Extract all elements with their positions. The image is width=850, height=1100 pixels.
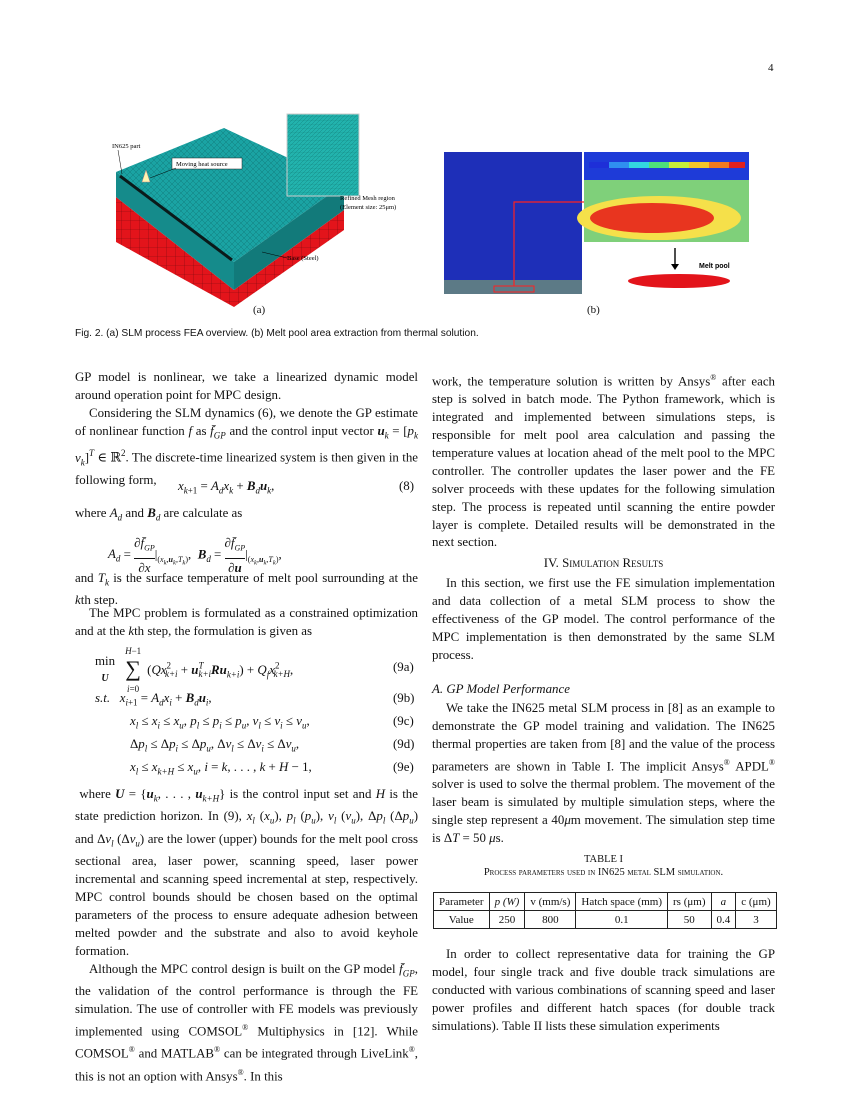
section-heading: IV. Simulation Results <box>543 556 664 570</box>
melt-pool-shape <box>628 274 730 288</box>
table-cell: Value <box>434 911 490 929</box>
table-cell: v (mm/s) <box>525 893 576 911</box>
paragraph: Considering the SLM dynamics (6), we denote the GP estimate of nonlinear function f as $f̄_{GP}$ and the control input vector $u_k = [p_k$ $v_k]^T$ ∈ ℝ$^2$. The discrete-time linearized system is then given in the following form, <box>75 405 418 487</box>
paragraph: We take the IN625 metal SLM process in [8] as an example to demonstrate the GP model training and validation. The IN625 thermal properties are taken from [8] and the value of the process parameters are shown in Table I. The implicit Ansys® APDL® solver is used to solve the thermal problem. The movement of the laser beam is simulated by multiple simulation steps, where the single step represent a 40μm movement. The simulation step time is ΔT = 50 μs. <box>432 701 775 845</box>
paragraph: and $T_k$ is the surface temperature of melt pool surrounding at the kth step. <box>75 571 418 608</box>
table-cell: Hatch space (mm) <box>576 893 668 911</box>
refined-mesh-inset <box>287 114 359 196</box>
paragraph: where $A_d$ and $B_d$ are calculate as <box>75 506 243 523</box>
equation-9e: $x_l \le x_{k+H} \le x_u$, i = k, . . . , k + H − 1, <box>130 760 312 777</box>
table-cell: 0.4 <box>711 911 736 929</box>
equation-number: (9a) <box>393 660 414 674</box>
subfigure-a-label: (a) <box>253 304 266 316</box>
page-number: 4 <box>768 62 774 74</box>
equation-8: $x_{k+1} = A_dx_k + B_du_k$, <box>178 479 275 496</box>
fea-overview-figure <box>112 112 412 307</box>
table-cell: rs (μm) <box>668 893 711 911</box>
label-refined-mesh-2: (Element size: 25μm) <box>340 204 397 211</box>
label-base-steel: Base (Steel) <box>287 255 319 262</box>
melt-pool-figure <box>444 152 754 294</box>
equation-9a: min UH−1 ∑ $i=0(Qx^2_{k+i} + u^T_{k+i}Ru_{k+i}) + Q_fx^2_{k+H}$, <box>95 646 294 694</box>
table-cell: 250 <box>489 911 525 929</box>
equation-number: (9e) <box>393 760 414 774</box>
equation-9d: $\Delta p_l \le \Delta p_i \le \Delta p_u$, $\Delta v_l \le \Delta v_i \le \Delta v_u$, <box>130 737 300 754</box>
equation-9c: $x_l \le x_i \le x_u$, $p_l \le p_i \le p_u$, $v_l \le v_i \le v_u$, <box>130 714 310 731</box>
figure-caption: Fig. 2. (a) SLM process FEA overview. (b) Melt pool area extraction from thermal solution. <box>75 328 479 339</box>
equation-9b: s.t. $x_{i+1} = A_dx_i + B_du_i$, <box>95 691 212 708</box>
table-cell: 0.1 <box>576 911 668 929</box>
params-table <box>433 892 777 929</box>
table-cell: 3 <box>736 911 776 929</box>
label-refined-mesh-1: Refined Mesh region <box>340 195 395 202</box>
paragraph: In this section, we first use the FE simulation implementation and data collection of a metal SLM process to show the effectiveness of the GP model. The control performance of the MPC implementation is then demonstrated by the same SLM process. <box>432 576 775 662</box>
subsection-heading: A. GP Model Performance <box>432 682 570 696</box>
thermal-field-blue <box>444 152 582 294</box>
label-melt-pool: Melt pool <box>699 263 730 270</box>
paragraph: where $U = \{u_k$, . . . , $u_{k+H}$} is the control input set and H is the state prediction horizon. In (9), $x_l$ $(x_u)$, $p_l$ $(p_u)$, $v_l$ $(v_u)$, $\Delta p_l$ $(\Delta p_u)$ and $\Delta v_l$ $(\Delta v_u)$ are the lower (upper) bounds for the melt pool cross sectional area, laser power, scanning speed, laser power incremental and scanning speed incremental at step, respectively. MPC control bounds should be chosen based on the optimal parameters of the process to ensure adequate adhesion between melted powder and the substrate and also to avoid keyhole formation. Although the MPC control design is built on the GP model $f̄_{GP}$, the validation of the control performance is through the FE simulation. The use of controller with FE models was previously implemented using COMSOL® Multiphysics in [12]. While COMSOL® and MATLAB® can be integrated through LiveLink®, this is not an option with Ansys®. In this <box>75 787 419 1083</box>
equation-number: (9d) <box>393 737 415 751</box>
table-cell: c (μm) <box>736 893 776 911</box>
paragraph: GP model is nonlinear, we take a linearized dynamic model around operation point for MPC design. <box>75 370 418 402</box>
subfigure-b-label: (b) <box>587 304 600 316</box>
table-cell: a <box>711 893 736 911</box>
paragraph: The MPC problem is formulated as a constrained optimization and at the kth step, the formulation is given as <box>75 606 418 638</box>
table-header-row <box>434 893 777 911</box>
right-column-top <box>432 369 775 552</box>
equation-number: (9c) <box>393 714 414 728</box>
colorbar <box>589 162 745 168</box>
equation-number: (9b) <box>393 691 415 705</box>
table-cell: 50 <box>668 911 711 929</box>
paragraph: In order to collect representative data for training the GP model, four single track and five double track simulations are conducted with various combinations of scanning speed and laser power profiles and different hatch spaces (for double track simulations). Table II lists these simulation experiments <box>432 947 775 1033</box>
paragraph: work, the temperature solution is written by Ansys® after each step is solved in batch mode. The Python framework, which is integrated and implemented between simulations steps, is responsible for melt pool area calculation and passing the temperature values at location ahead of the melt pool to the MPC controller. The controller updates the laser power and the FE solver proceeds with these updates for the following simulation step. The process is repeated until scanning the entire powder layer is complete. Detailed results will be demonstrated in the next section. <box>432 373 775 550</box>
table-cell: p (W) <box>489 893 525 911</box>
left-column <box>75 369 418 490</box>
label-in625-part: IN625 part <box>112 143 141 150</box>
table-row <box>434 911 777 929</box>
jacobian-equations: $A_d$ = $\frac{\partial f̄_{GP}}{\partial x}$ $|_{(x_k,u_k,T_k)}$, $B_d$ = $\frac{\partial f̄_{GP}}{\partial u}$ $|_{(x_k,u_k,T_k)}$, <box>108 536 282 575</box>
equation-number: (8) <box>399 479 415 493</box>
label-heat-source: Moving heat source <box>176 161 228 168</box>
table-title: TABLE I Process parameters used in IN625 metal SLM simulation. <box>483 854 724 878</box>
table-cell: Parameter <box>434 893 490 911</box>
table-cell: 800 <box>525 911 576 929</box>
